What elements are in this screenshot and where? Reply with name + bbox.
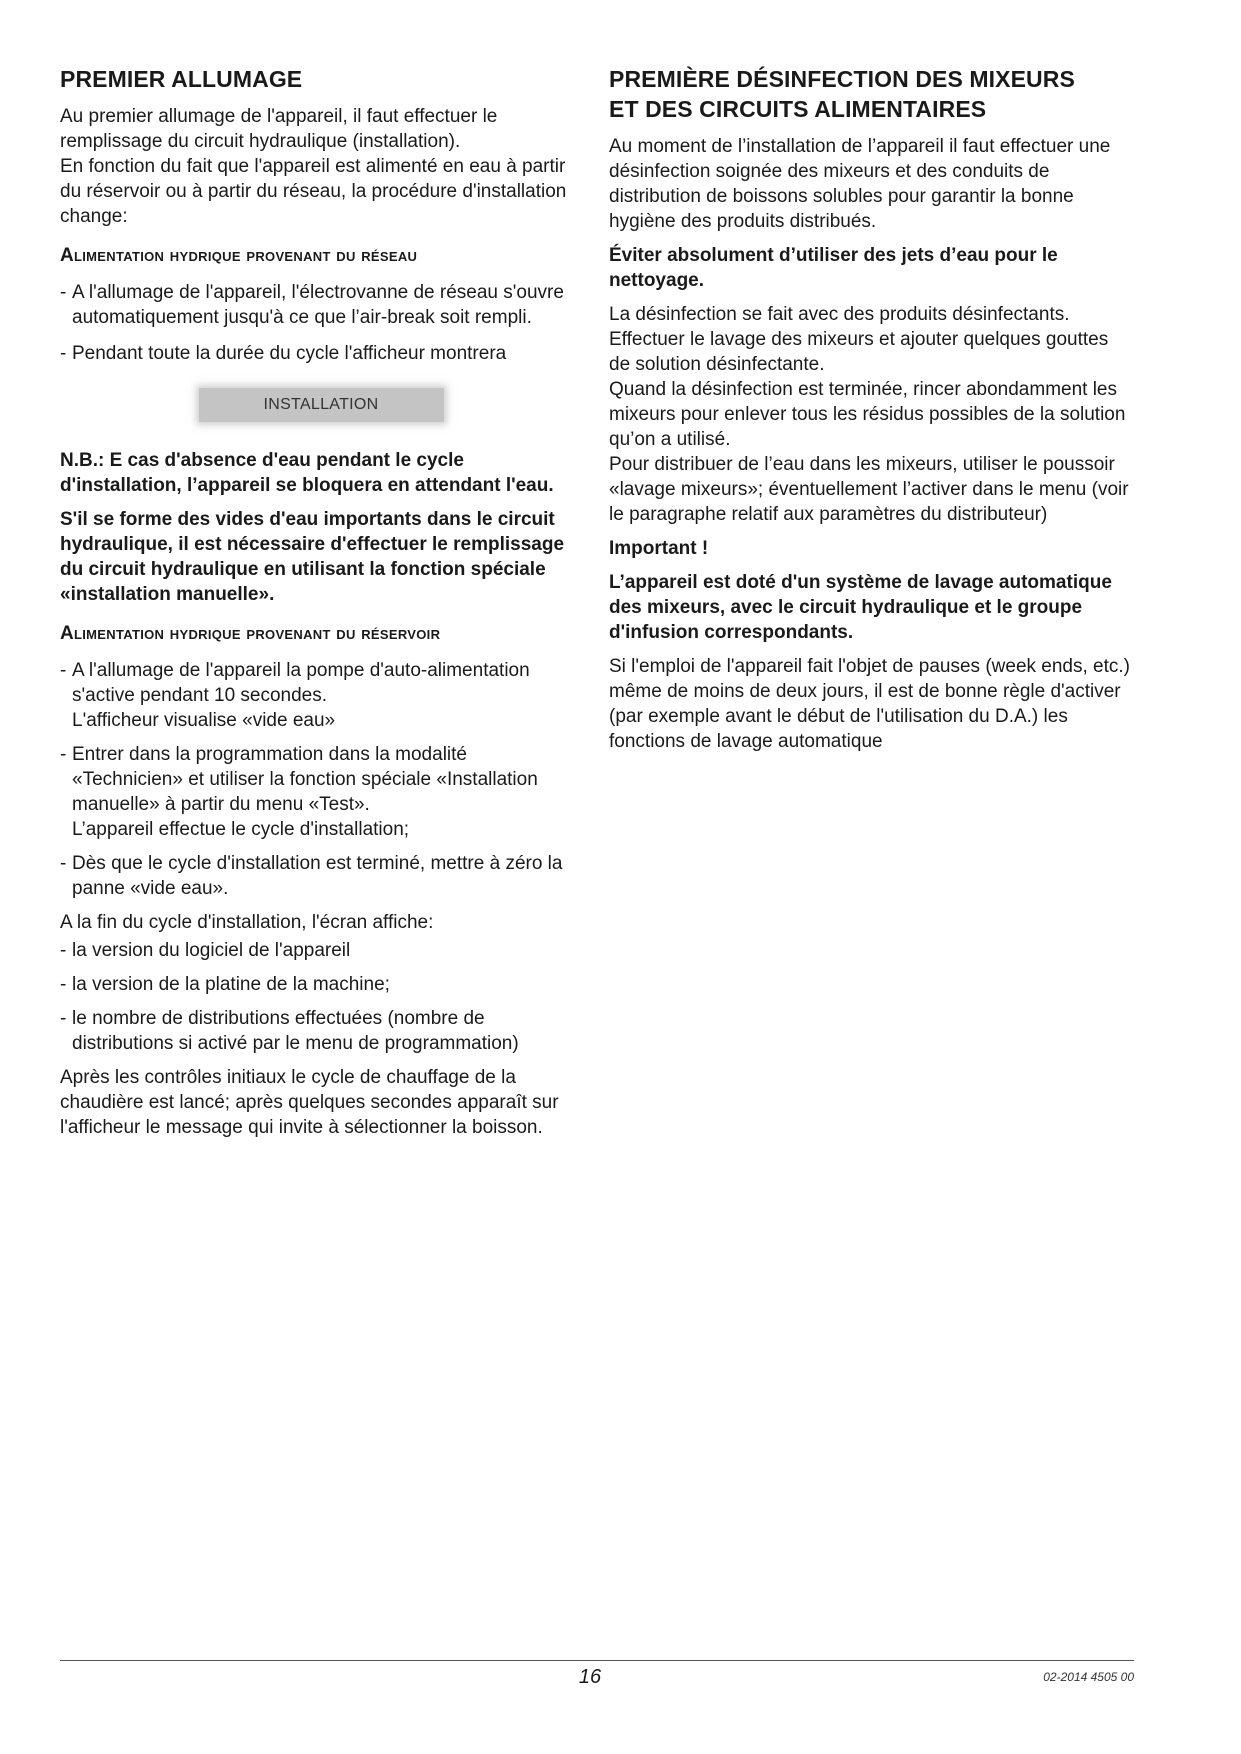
- section-title-premier-allumage: PREMIER ALLUMAGE: [60, 66, 303, 92]
- paragraph-pauses: Si l'emploi de l'appareil fait l'objet de pauses (week ends, etc.) même de moins de deux jours, il est de bonne règle d'activer (par exemple avant le début de l'utilisation du D.A.) les fonctions de lavage automatique: [609, 656, 1130, 752]
- list-item: - la version du logiciel de l'appareil: [60, 940, 351, 961]
- right-column: [609, 64, 1134, 754]
- list-item-text: L’appareil effectue le cycle d'installation;: [72, 819, 410, 840]
- list-item-text: la version de la platine de la machine;: [72, 974, 390, 995]
- list-item-text: Pendant toute la durée du cycle l'afficheur montrera: [72, 343, 507, 364]
- warning-water-jets: Éviter absolument d’utiliser des jets d’eau pour le nettoyage.: [609, 245, 1058, 291]
- subheading-reseau: Alimentation hydrique provenant du réseau: [60, 245, 418, 266]
- important-label: Important !: [609, 538, 709, 559]
- paragraph-line: Effectuer le lavage des mixeurs et ajouter quelques gouttes de solution désinfectante.: [609, 329, 1109, 375]
- title-line-2: ET DES CIRCUITS ALIMENTAIRES: [609, 96, 987, 122]
- list-item-text: L'afficheur visualise «vide eau»: [72, 710, 336, 731]
- warning-note: S'il se forme des vides d'eau importants dans le circuit hydraulique, il est nécessaire d'effectuer le remplissage du circuit hydraulique en utilisant la fonction spéciale «installation manuelle».: [60, 509, 565, 605]
- list-item-text: la version du logiciel de l'appareil: [72, 940, 351, 961]
- end-intro: A la fin du cycle d'installation, l'écran affiche:: [60, 912, 434, 933]
- display-screen-wrapper: [60, 388, 582, 422]
- list-item: - le nombre de distributions effectuées (nombre de distributions si activé par le menu de programmation): [60, 1008, 519, 1054]
- list-item: - A l'allumage de l'appareil, l'électrovanne de réseau s'ouvre automatiquement jusqu'à ce que l’air-break soit rempli.: [60, 282, 564, 328]
- list-item: - Dès que le cycle d'installation est terminé, mettre à zéro la panne «vide eau».: [60, 853, 563, 899]
- title-line-1: PREMIÈRE DÉSINFECTION DES MIXEURS: [609, 66, 1075, 92]
- list-item: - Entrer dans la programmation dans la modalité «Technicien» et utiliser la fonction spéciale «Installation manuelle» à partir du menu «Test». L’appareil effectue le cycle d'installation;: [60, 744, 538, 840]
- list-item: - Pendant toute la durée du cycle l'afficheur montrera: [60, 343, 507, 364]
- list-item-text: le nombre de distributions effectuées (nombre de distributions si activé par le menu de programmation): [72, 1008, 519, 1054]
- subheading-reservoir: Alimentation hydrique provenant du réservoir: [60, 623, 441, 644]
- footer-divider: [60, 1660, 1134, 1661]
- list-item: - la version de la platine de la machine;: [60, 974, 390, 995]
- paragraph-installation: Au moment de l’installation de l’appareil il faut effectuer une désinfection soignée des mixeurs et des conduits de distribution de boissons solubles pour garantir la bonne hygiène des produits distribués.: [609, 136, 1111, 232]
- list-item-text: A l'allumage de l'appareil la pompe d'auto-alimentation s'active pendant 10 secondes.: [72, 660, 530, 706]
- closing-paragraph: Après les contrôles initiaux le cycle de chauffage de la chaudière est lancé; après quelques secondes apparaît sur l'afficheur le message qui invite à sélectionner la boisson.: [60, 1067, 559, 1138]
- intro-paragraph-1: Au premier allumage de l'appareil, il faut effectuer le remplissage du circuit hydraulique (installation).: [60, 106, 498, 152]
- important-text: L’appareil est doté d'un système de lavage automatique des mixeurs, avec le circuit hydraulique et le groupe d'infusion correspondants.: [609, 572, 1112, 643]
- display-screen: INSTALLATION: [199, 388, 444, 422]
- paragraph-line: Quand la désinfection est terminée, rincer abondamment les mixeurs pour enlever tous les résidus possibles de la solution qu’on a utilisé.: [609, 379, 1126, 450]
- document-code: 02-2014 4505 00: [1043, 1670, 1134, 1684]
- left-column: [60, 64, 582, 1140]
- page-number: 16: [578, 1666, 602, 1688]
- list-item-text: Dès que le cycle d'installation est terminé, mettre à zéro la panne «vide eau».: [72, 853, 563, 899]
- intro-paragraph-2: En fonction du fait que l'appareil est alimenté en eau à partir du réservoir ou à partir du réseau, la procédure d'installation change:: [60, 156, 567, 227]
- list-item: - A l'allumage de l'appareil la pompe d'auto-alimentation s'active pendant 10 secondes. L'afficheur visualise «vide eau»: [60, 660, 530, 731]
- paragraph-line: La désinfection se fait avec des produits désinfectants.: [609, 304, 1070, 325]
- section-title-desinfection: [609, 64, 1134, 124]
- nb-note: N.B.: E cas d'absence d'eau pendant le cycle d'installation, l’appareil se bloquera en attendant l'eau.: [60, 450, 554, 496]
- list-item-text: Entrer dans la programmation dans la modalité «Technicien» et utiliser la fonction spéciale «Installation manuelle» à partir du menu «Test».: [72, 744, 538, 815]
- paragraph-line: Pour distribuer de l’eau dans les mixeurs, utiliser le poussoir «lavage mixeurs»; éventuellement l’activer dans le menu (voir le paragraphe relatif aux paramètres du distributeur): [609, 454, 1129, 525]
- list-item-text: A l'allumage de l'appareil, l'électrovanne de réseau s'ouvre automatiquement jusqu'à ce que l’air-break soit rempli.: [72, 282, 564, 328]
